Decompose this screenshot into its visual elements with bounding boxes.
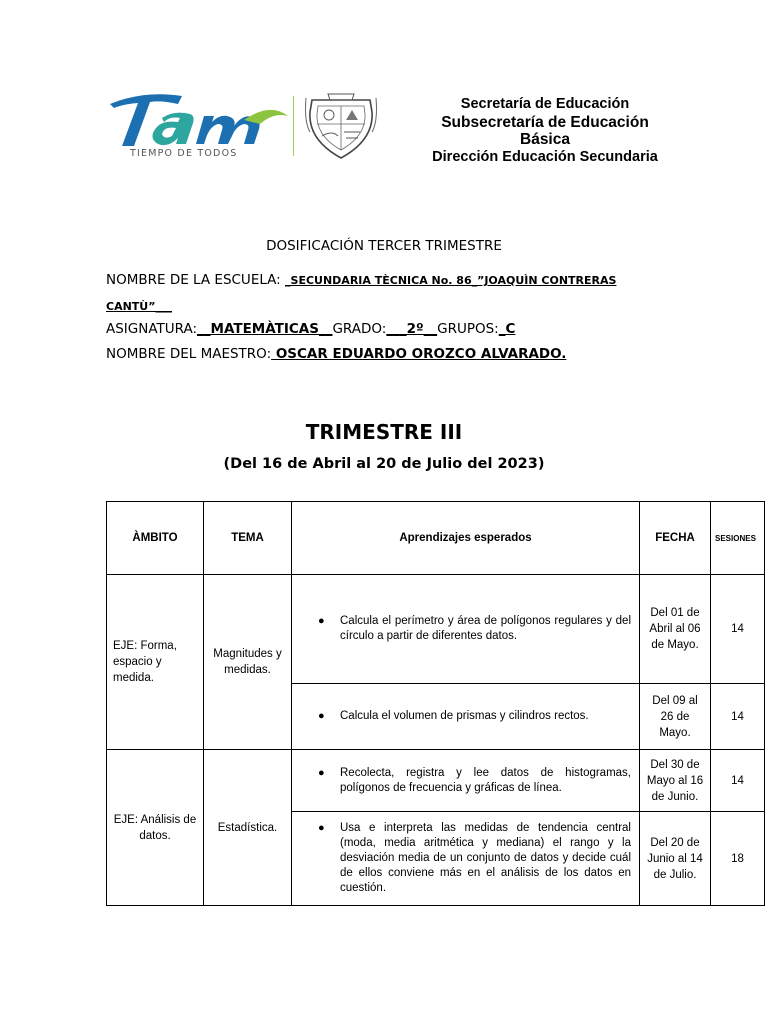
header-aprendizajes: Aprendizajes esperados xyxy=(292,502,640,575)
table-header-row xyxy=(107,502,765,575)
school-name-line xyxy=(106,272,616,288)
ambito-cell: EJE: Forma, espacio y medida. xyxy=(107,575,204,750)
school-name-label: NOMBRE DE LA ESCUELA: xyxy=(106,272,281,288)
teacher-value: OSCAR EDUARDO OROZCO ALVARADO. xyxy=(271,346,567,362)
logo-divider xyxy=(293,96,294,156)
trimester-title: TRIMESTRE III xyxy=(305,420,463,444)
sesiones-cell: 14 xyxy=(711,684,765,750)
header-tema: TEMA xyxy=(204,502,292,575)
aprendizaje-cell xyxy=(292,812,640,906)
subject-value: __MATEMÀTICAS__ xyxy=(197,321,333,337)
header-line-subsecretaria: Subsecretaría de Educación xyxy=(441,113,649,131)
header-ambito: ÀMBITO xyxy=(107,502,204,575)
groups-label: GRUPOS: xyxy=(437,321,499,337)
grade-value: ___2º__ xyxy=(386,321,438,337)
school-name-value-cont: CANTÙ”___ xyxy=(106,300,172,313)
school-name-value: _SECUNDARIA TÈCNICA No. 86_”JOAQUÌN CONTRERAS xyxy=(285,274,617,287)
header-fecha: FECHA xyxy=(640,502,711,575)
fecha-cell: Del 20 de Junio al 14 de Julio. xyxy=(640,812,711,906)
header-line-direccion: Dirección Educación Secundaria xyxy=(432,148,658,165)
aprendizaje-cell xyxy=(292,750,640,812)
school-name-line-2 xyxy=(106,298,172,314)
header-sesiones: SESIONES xyxy=(711,502,765,575)
grade-label: GRADO: xyxy=(332,321,387,337)
trimester-dates: (Del 16 de Abril al 20 de Julio del 2023) xyxy=(223,456,545,472)
teacher-label: NOMBRE DEL MAESTRO: xyxy=(106,346,272,362)
aprendizaje-text: Calcula el volumen de prismas y cilindros rectos. xyxy=(340,710,589,722)
tam-logo xyxy=(104,90,290,160)
bullet-icon: ● xyxy=(318,615,325,627)
fecha-cell: Del 09 al 26 de Mayo. xyxy=(640,684,711,750)
aprendizaje-cell xyxy=(292,575,640,684)
table-row xyxy=(107,575,765,684)
aprendizaje-cell xyxy=(292,684,640,750)
aprendizaje-text: Calcula el perímetro y área de polígonos regulares y del círculo a partir de diferentes datos. xyxy=(340,615,631,642)
table-row xyxy=(107,750,765,812)
subject-label: ASIGNATURA: xyxy=(106,321,198,337)
planning-table xyxy=(106,501,765,906)
aprendizaje-text: Recolecta, registra y lee datos de histogramas, polígonos de frecuencia y gráficas de línea. xyxy=(340,766,631,794)
header-line-basica: Básica xyxy=(520,131,570,148)
institution-header xyxy=(410,96,680,166)
tema-cell: Magnitudes y medidas. xyxy=(204,575,292,750)
sesiones-cell: 14 xyxy=(711,575,765,684)
teacher-line xyxy=(106,346,566,362)
groups-value: _C xyxy=(498,321,516,337)
bullet-icon: ● xyxy=(318,822,325,834)
fecha-cell: Del 01 de Abril al 06 de Mayo. xyxy=(640,575,711,684)
tam-logo-tagline: TIEMPO DE TODOS xyxy=(130,148,238,159)
tema-cell: Estadística. xyxy=(204,750,292,906)
document-title: DOSIFICACIÓN TERCER TRIMESTRE xyxy=(266,238,502,254)
header-line-secretaria: Secretaría de Educación xyxy=(460,96,630,112)
fecha-cell: Del 30 de Mayo al 16 de Junio. xyxy=(640,750,711,812)
aprendizaje-text: Usa e interpreta las medidas de tendencia central (moda, media aritmética y mediana) el rango y la desviación media de un conjunto de datos y decide cuál de ellos conviene más en el análisis de los datos en cuestión. xyxy=(340,822,631,894)
ambito-cell: EJE: Análisis de datos. xyxy=(107,750,204,906)
bullet-icon: ● xyxy=(318,766,325,779)
state-seal-icon xyxy=(302,92,380,162)
bullet-icon: ● xyxy=(318,710,325,722)
subject-line xyxy=(106,321,515,337)
sesiones-cell: 14 xyxy=(711,750,765,812)
sesiones-cell: 18 xyxy=(711,812,765,906)
